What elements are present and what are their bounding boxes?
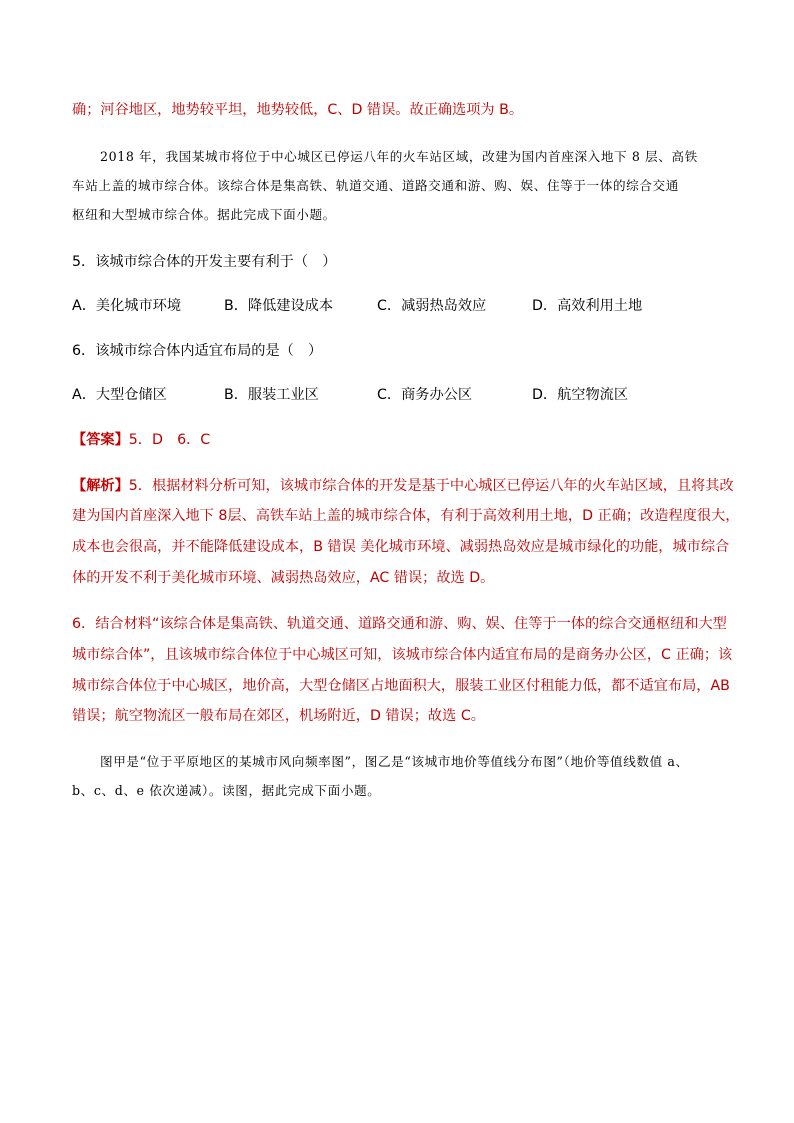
figure-intro-line-2: b、c、d、e 依次递减）。读图，据此完成下面小题。 bbox=[72, 783, 381, 798]
analysis-6-line-3: 城市综合体位于中心城区，地价高，大型仓储区占地面积大，服装工业区付租能力低，都不适宜布局，AB bbox=[72, 678, 730, 694]
answer-tag: 【答案】 bbox=[72, 432, 129, 448]
analysis-tag: 【解析】 bbox=[72, 478, 129, 494]
answer-line bbox=[72, 430, 210, 450]
answer-text: 5．D 6．C bbox=[128, 432, 211, 448]
analysis-5-line-3: 成本也会很高，并不能降低建设成本，B 错误 美化城市环境、减弱热岛效应是城市绿化的功能，城市综合 bbox=[72, 539, 730, 555]
analysis-5-line-1 bbox=[72, 476, 734, 496]
material-paragraph-line-3: 枢纽和大型城市综合体。据此完成下面小题。 bbox=[72, 207, 336, 222]
analysis-6-line-1: 6．结合材料“该综合体是集高铁、轨道交通、道路交通和游、购、娱、住等于一体的综合交通枢纽和大型 bbox=[72, 616, 727, 632]
question-5-stem: 5．该城市综合体的开发主要有利于（ ） bbox=[72, 254, 337, 270]
analysis-6-line-2: 城市综合体”，且该城市综合体位于中心城区可知，该城市综合体内适宜布局的是商务办公区，C 正确；该 bbox=[72, 647, 733, 663]
question-5-option-a: A．美化城市环境 bbox=[72, 298, 182, 314]
analysis-5-text-1: 5．根据材料分析可知，该城市综合体的开发是基于中心城区已停运八年的火车站区域，且将其改 bbox=[128, 478, 734, 494]
question-5-option-b: B．降低建设成本 bbox=[224, 298, 334, 314]
analysis-6-line-4: 错误；航空物流区一般布局在郊区，机场附近，D 错误；故选 C。 bbox=[72, 708, 485, 724]
analysis-5-line-2: 建为国内首座深入地下 8层、高铁车站上盖的城市综合体，有利于高效利用土地，D 正确；改造程度很大， bbox=[72, 508, 740, 524]
question-6-option-a: A．大型仓储区 bbox=[72, 387, 167, 403]
question-5-option-d: D．高效利用土地 bbox=[532, 298, 643, 314]
question-6-option-b: B．服装工业区 bbox=[224, 387, 319, 403]
question-5-option-c: C．减弱热岛效应 bbox=[377, 298, 487, 314]
figure-intro-line-1: 图甲是“位于平原地区的某城市风向频率图”，图乙是“该城市地价等值线分布图”（地价等值线数值 a、 bbox=[100, 754, 689, 769]
question-6-option-c: C．商务办公区 bbox=[377, 387, 473, 403]
previous-analysis-continuation: 确；河谷地区，地势较平坦，地势较低，C、D 错误。故正确选项为 B。 bbox=[72, 102, 524, 118]
question-6-option-d: D．航空物流区 bbox=[532, 387, 629, 403]
material-paragraph-line-2: 车站上盖的城市综合体。该综合体是集高铁、轨道交通、道路交通和游、购、娱、住等于一体的综合交通 bbox=[72, 178, 679, 193]
analysis-5-line-4: 体的开发不利于美化城市环境、减弱热岛效应，AC 错误；故选 D。 bbox=[72, 570, 495, 586]
material-paragraph-line-1: 2018 年，我国某城市将位于中心城区已停运八年的火车站区域，改建为国内首座深入地下 8 层、高铁 bbox=[100, 149, 698, 164]
question-6-stem: 6．该城市综合体内适宜布局的是（ ） bbox=[72, 343, 323, 359]
